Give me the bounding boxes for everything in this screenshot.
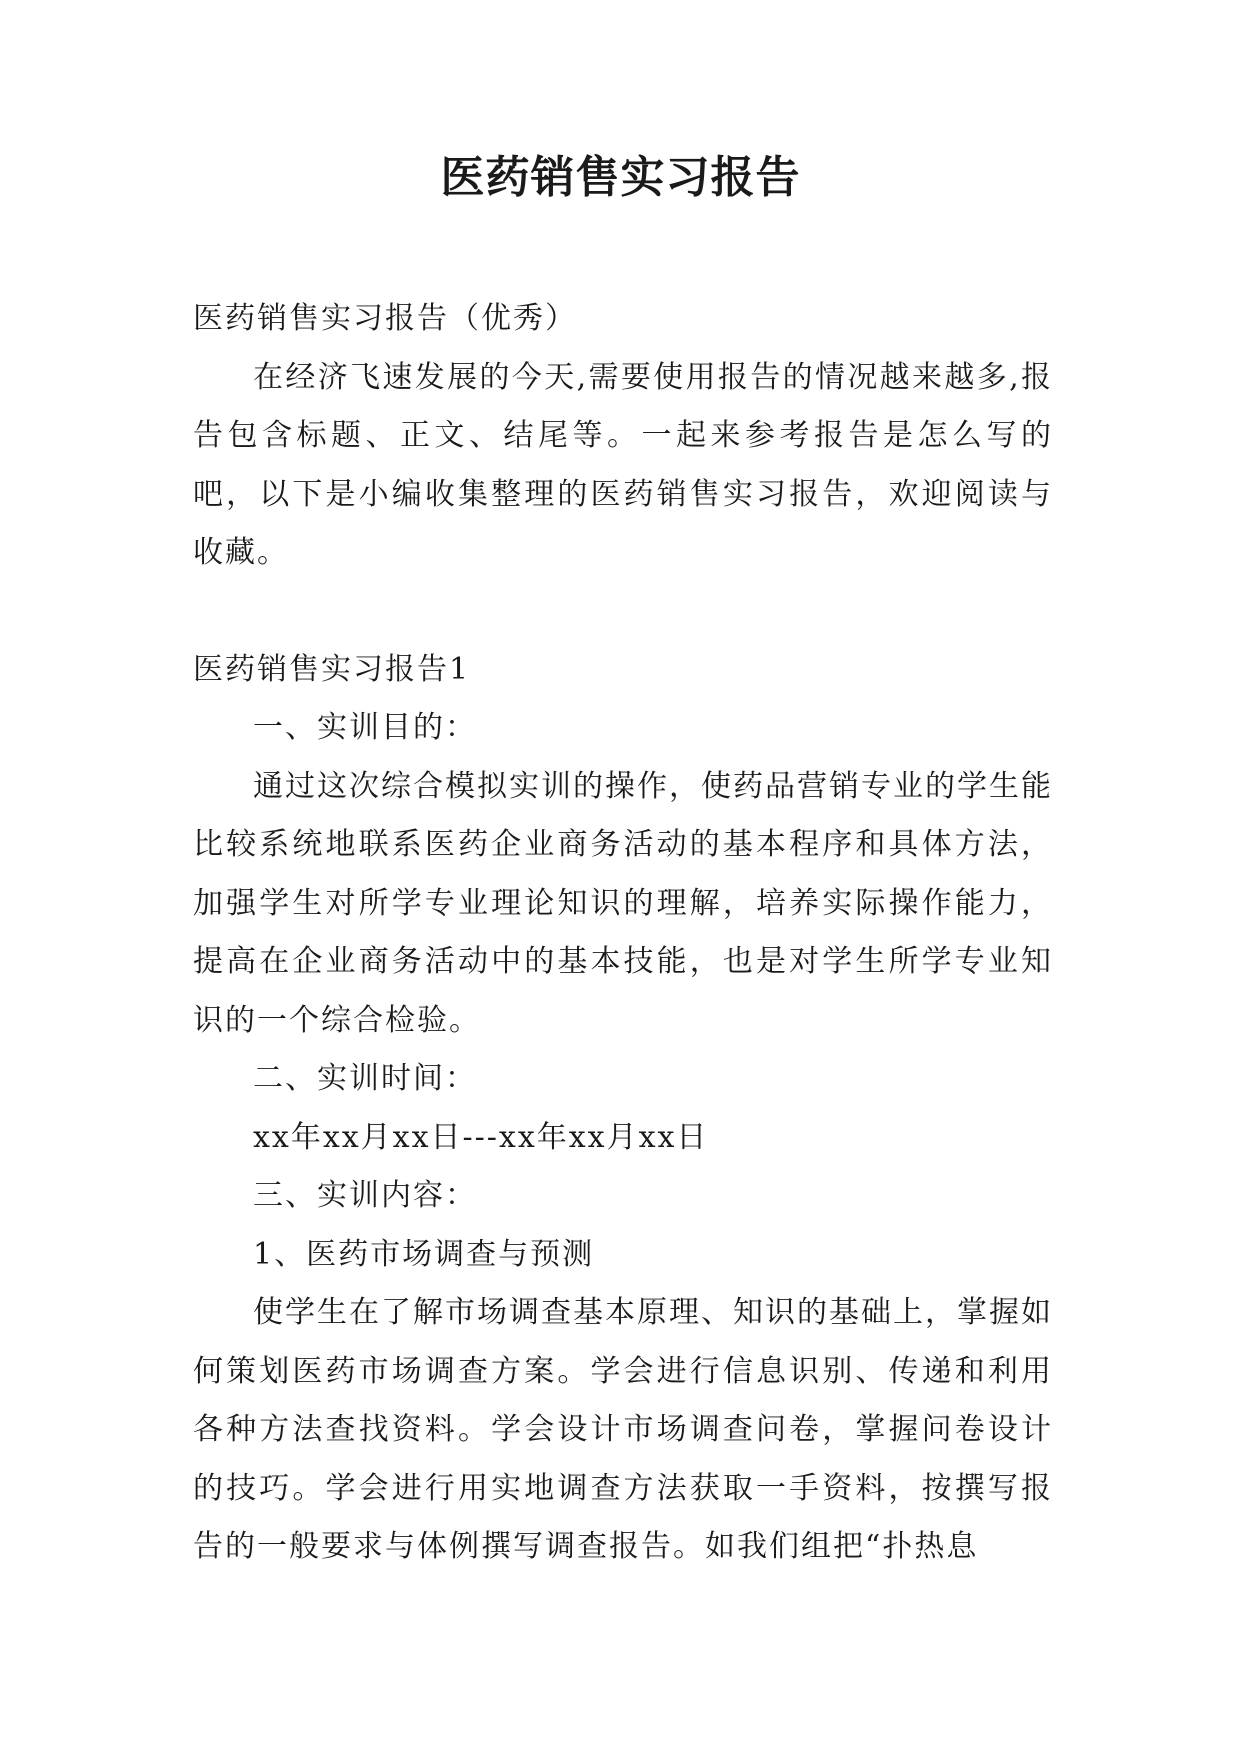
time-paragraph: xx年xx月xx日---xx年xx月xx日 bbox=[253, 1119, 709, 1155]
item1-heading: 1、医药市场调查与预测 bbox=[253, 1236, 595, 1272]
purpose-paragraph: 通过这次综合模拟实训的操作，使药品营销专业的学生能比较系统地联系医药企业商务活动的基本程序和具体方法，加强学生对所学专业理论知识的理解，培养实际操作能力，提高在企业商务活动中的基本技能，也是对学生所学专业知识的一个综合检验。 bbox=[193, 768, 1053, 1038]
time-heading: 二、实训时间： bbox=[253, 1061, 477, 1096]
item1-paragraph: 使学生在了解市场调查基本原理、知识的基础上，掌握如何策划医药市场调查方案。学会进行信息识别、传递和利用各种方法查找资料。学会设计市场调查问卷，掌握问卷设计的技巧。学会进行用实地调查方法获取一手资料，按撰写报告的一般要求与体例撰写调查报告。如我们组把“扑热息 bbox=[193, 1295, 1053, 1564]
content-heading: 三、实训内容： bbox=[253, 1178, 477, 1213]
document-subtitle: 医药销售实习报告（优秀） bbox=[193, 301, 577, 336]
section-heading: 医药销售实习报告1 bbox=[193, 651, 471, 687]
document-title: 医药销售实习报告 bbox=[440, 152, 801, 203]
document-body bbox=[193, 290, 1053, 1577]
section-spacer bbox=[193, 583, 1053, 641]
purpose-heading: 一、实训目的： bbox=[253, 710, 477, 745]
intro-paragraph: 在经济飞速发展的今天,需要使用报告的情况越来越多,报告包含标题、正文、结尾等。一起来参考报告是怎么写的吧，以下是小编收集整理的医药销售实习报告，欢迎阅读与收藏。 bbox=[193, 359, 1053, 570]
